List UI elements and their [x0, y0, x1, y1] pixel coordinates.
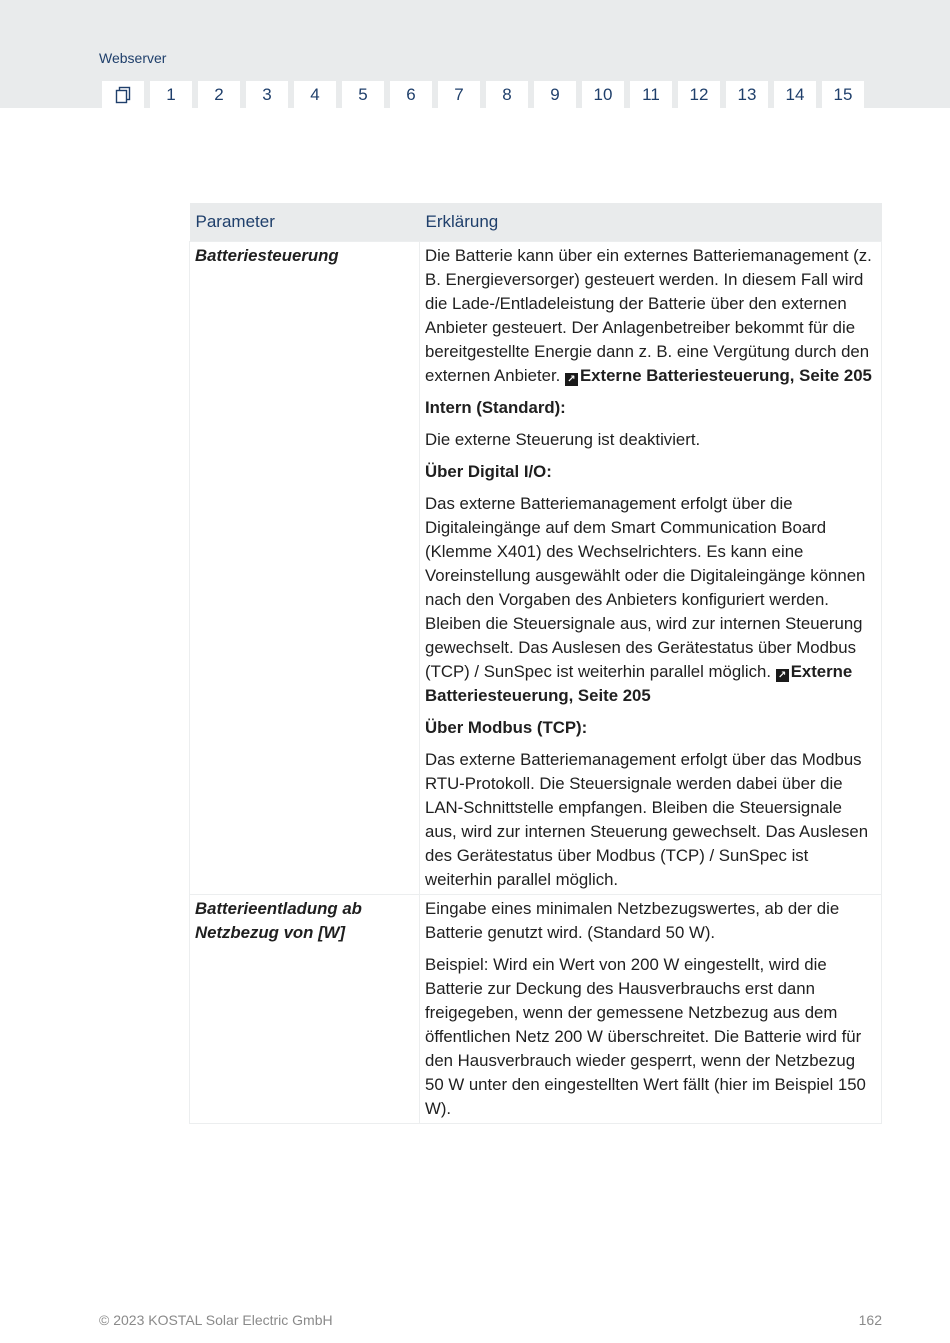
- option-text: [425, 492, 876, 708]
- option-title: Intern (Standard):: [425, 398, 566, 417]
- parameter-table: [189, 203, 882, 1124]
- parameter-name: Batterieentladung ab Netzbezug von [W]: [190, 895, 420, 1124]
- option-title: Über Digital I/O:: [425, 462, 552, 481]
- column-header-parameter: Parameter: [190, 203, 420, 242]
- toc-tab[interactable]: [102, 81, 144, 108]
- chapter-tab-2[interactable]: 2: [198, 81, 240, 108]
- parameter-explanation: [420, 242, 882, 895]
- explanation-text: Die Batterie kann über ein externes Batteriemanagement (z. B. Energieversorger) gesteuert werden. In diesem Fall wird die Lade-/Entladeleistung der Batterie über den externen Anbieter gesteuert. Der Anlagenbetreiber bekommt für die bereitgestellte Energie dann z. B. eine Vergütung durch den externen Anbieter.: [425, 246, 872, 385]
- copyright-notice: © 2023 KOSTAL Solar Electric GmbH: [99, 1312, 333, 1328]
- chapter-tabs: [102, 81, 864, 108]
- chapter-tab-6[interactable]: 6: [390, 81, 432, 108]
- document-copy-icon: [115, 86, 131, 104]
- link-arrow-icon: ↗: [776, 669, 789, 682]
- section-title: Webserver: [99, 50, 167, 66]
- table-header-row: [190, 203, 882, 242]
- parameter-explanation: [420, 895, 882, 1124]
- chapter-tab-7[interactable]: 7: [438, 81, 480, 108]
- chapter-tab-3[interactable]: 3: [246, 81, 288, 108]
- chapter-tab-8[interactable]: 8: [486, 81, 528, 108]
- chapter-tab-4[interactable]: 4: [294, 81, 336, 108]
- explanation-text: Eingabe eines minimalen Netzbezugswertes, ab der die Batterie genutzt wird. (Standard 50 W).: [425, 899, 840, 942]
- cross-reference-link[interactable]: [565, 366, 872, 385]
- chapter-tab-15[interactable]: 15: [822, 81, 864, 108]
- parameter-name: Batteriesteuerung: [190, 242, 420, 895]
- option-text: Das externe Batteriemanagement erfolgt über das Modbus RTU-Protokoll. Die Steuersignale werden dabei über die LAN-Schnittstelle empfangen. Bleiben die Steuersignale aus, wird zur internen Steuerung gewechselt. Das Auslesen des Gerätestatus über Modbus (TCP) / SunSpec ist weiterhin parallel möglich.: [425, 750, 869, 889]
- chapter-tab-1[interactable]: 1: [150, 81, 192, 108]
- chapter-tab-11[interactable]: 11: [630, 81, 672, 108]
- chapter-tab-13[interactable]: 13: [726, 81, 768, 108]
- explanation-paragraph: [425, 244, 876, 388]
- table-row: [190, 895, 882, 1124]
- option-title: Über Modbus (TCP):: [425, 718, 588, 737]
- chapter-tab-10[interactable]: 10: [582, 81, 624, 108]
- chapter-tab-14[interactable]: 14: [774, 81, 816, 108]
- option-text-part: Bleiben die Steuersignale aus, wird zur internen Steuerung gewechselt. Das Auslesen des Gerätestatus über Modbus (TCP) / SunSpec ist weiterhin parallel möglich.: [425, 614, 863, 681]
- table-row: [190, 242, 882, 895]
- option-text: Die externe Steuerung ist deaktiviert.: [425, 430, 701, 449]
- column-header-explanation: Erklärung: [420, 203, 882, 242]
- chapter-tab-12[interactable]: 12: [678, 81, 720, 108]
- example-text: Beispiel: Wird ein Wert von 200 W eingestellt, wird die Batterie zur Deckung des Hausverbrauchs erst dann freigegeben, wenn der gemessene Netzbezug aus dem öffentlichen Netz 200 W überschreitet. Die Batterie wird für den Hausverbrauch wieder gesperrt, wenn der Netzbezug 50 W unter den eingestellten Wert fällt (hier im Beispiel 150 W).: [425, 955, 866, 1118]
- link-arrow-icon: ↗: [565, 373, 578, 386]
- chapter-tab-9[interactable]: 9: [534, 81, 576, 108]
- cross-reference-text: Externe Batteriesteuerung, Seite 205: [579, 366, 872, 385]
- chapter-tab-5[interactable]: 5: [342, 81, 384, 108]
- option-text-part: Das externe Batteriemanagement erfolgt über die Digitaleingänge auf dem Smart Communication Board (Klemme X401) des Wechselrichters. Es kann eine Voreinstellung ausgewählt oder die Digitaleingänge können nach den Vorgaben des Anbieters konfiguriert werden.: [425, 494, 866, 609]
- cross-reference-text: Externe Batteriesteuerung, Seite 205: [425, 662, 853, 705]
- page-number: 162: [858, 1312, 882, 1328]
